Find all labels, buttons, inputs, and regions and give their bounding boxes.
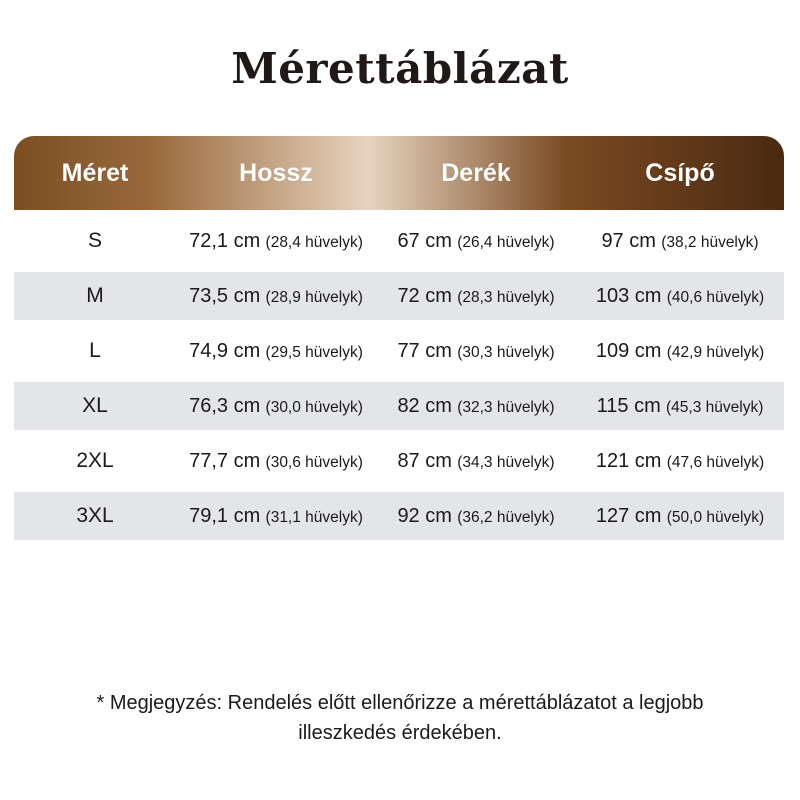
length-inch: (30,0 hüvelyk) — [265, 398, 363, 416]
waist-cell — [376, 230, 576, 253]
waist-cell — [376, 450, 576, 473]
size-cell: S — [87, 229, 102, 252]
waist-inch: (36,2 hüvelyk) — [457, 508, 555, 526]
length-cm: 77,7 cm — [189, 449, 261, 472]
size-cell: 3XL — [76, 504, 114, 527]
length-cm: 79,1 cm — [189, 504, 261, 527]
hip-inch: (45,3 hüvelyk) — [666, 398, 764, 416]
waist-cm: 82 cm — [397, 394, 452, 417]
table-row — [14, 430, 784, 492]
hip-inch: (50,0 hüvelyk) — [666, 508, 765, 526]
waist-inch: (26,4 hüvelyk) — [457, 233, 555, 251]
hip-cell — [576, 230, 784, 253]
waist-cm: 87 cm — [397, 449, 452, 472]
waist-cm: 67 cm — [397, 229, 452, 252]
hip-inch: (38,2 hüvelyk) — [661, 233, 759, 251]
waist-cell — [376, 340, 576, 363]
hip-cm: 121 cm — [595, 449, 662, 472]
size-cell: XL — [82, 394, 108, 417]
table-row — [14, 382, 784, 430]
footnote-line-2: illeszkedés érdekében. — [298, 722, 502, 744]
length-inch: (28,9 hüvelyk) — [265, 288, 363, 306]
waist-cell — [376, 285, 576, 308]
waist-cell — [376, 505, 576, 528]
hip-inch: (40,6 hüvelyk) — [666, 288, 765, 306]
page-title: Mérettáblázat — [231, 44, 569, 93]
waist-cm: 77 cm — [397, 339, 452, 362]
waist-cm: 92 cm — [397, 504, 452, 527]
hip-cm: 109 cm — [595, 339, 662, 362]
length-cell — [176, 450, 376, 473]
column-header-hip: Csípő — [645, 158, 715, 187]
size-cell: M — [86, 284, 104, 307]
length-cell — [176, 395, 376, 418]
waist-inch: (34,3 hüvelyk) — [457, 453, 555, 471]
length-cell — [176, 285, 376, 308]
footnote — [0, 688, 800, 748]
column-header-waist: Derék — [441, 158, 511, 187]
waist-cell — [376, 395, 576, 418]
length-cm: 72,1 cm — [189, 229, 261, 252]
hip-cell — [576, 395, 784, 418]
length-inch: (30,6 hüvelyk) — [265, 453, 363, 471]
size-table — [14, 136, 784, 540]
length-inch: (28,4 hüvelyk) — [265, 233, 363, 251]
length-inch: (31,1 hüvelyk) — [265, 508, 363, 526]
hip-cm: 103 cm — [595, 284, 662, 307]
waist-inch: (28,3 hüvelyk) — [457, 288, 555, 306]
hip-cm: 97 cm — [601, 229, 656, 252]
table-row — [14, 272, 784, 320]
footnote-line-1: * Megjegyzés: Rendelés előtt ellenőrizze a mérettáblázatot a legjobb — [96, 692, 704, 714]
size-cell: 2XL — [76, 449, 114, 472]
hip-cm: 115 cm — [596, 394, 661, 417]
length-cell — [176, 505, 376, 528]
length-cm: 76,3 cm — [189, 394, 261, 417]
hip-inch: (47,6 hüvelyk) — [666, 453, 765, 471]
table-row — [14, 492, 784, 540]
length-cm: 74,9 cm — [189, 339, 261, 362]
hip-cell — [576, 505, 784, 528]
hip-cell — [576, 450, 784, 473]
column-header-length: Hossz — [239, 158, 313, 187]
table-row — [14, 320, 784, 382]
length-cm: 73,5 cm — [189, 284, 261, 307]
hip-cell — [576, 285, 784, 308]
column-header-size: Méret — [61, 158, 129, 187]
length-cell — [176, 230, 376, 253]
waist-inch: (30,3 hüvelyk) — [457, 343, 555, 361]
length-cell — [176, 340, 376, 363]
length-inch: (29,5 hüvelyk) — [265, 343, 363, 361]
table-header — [14, 136, 784, 210]
waist-inch: (32,3 hüvelyk) — [457, 398, 555, 416]
table-body — [14, 210, 784, 540]
waist-cm: 72 cm — [397, 284, 452, 307]
hip-cell — [576, 340, 784, 363]
hip-inch: (42,9 hüvelyk) — [666, 343, 765, 361]
size-cell: L — [89, 339, 101, 362]
hip-cm: 127 cm — [595, 504, 662, 527]
table-row — [14, 210, 784, 272]
